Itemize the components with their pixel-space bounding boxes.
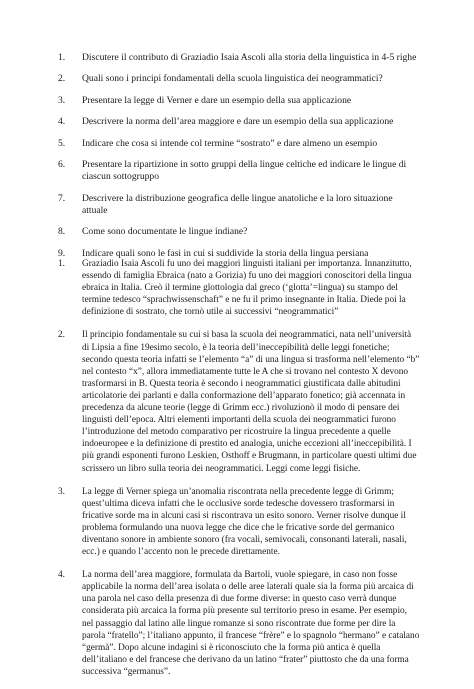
question-text: Come sono documentate le lingue indiane? (82, 226, 248, 238)
question-item (58, 159, 418, 183)
question-item (58, 52, 418, 64)
question-number: 7. (58, 192, 66, 204)
question-item (58, 193, 418, 217)
question-number: 3. (58, 94, 66, 106)
question-text: Presentare la ripartizione in sotto gruppi della lingue celtiche ed indicare le lingue di ciascun sottogruppo (82, 158, 407, 183)
question-number: 1. (58, 52, 66, 63)
answer-item (58, 486, 420, 559)
question-number: 6. (58, 158, 66, 170)
answer-text: La legge di Verner spiega un’anomalia riscontrata nella precedente legge di Grimm; quest’ultima diceva infatti che le occlusive sorde tedesche dovessero trasformarsi in fricative sorde ma in alcuni casi si riscontrava un esito sonoro. Verner risolve dunque il problema formulando una nuova legge che dice che le fricative sorde del germanico diventano sonore in ambiente sonoro (fra vocali, semivocali, consonanti laterali, nasali, ecc.) e quando l’accento non le precede direttamente. (82, 486, 407, 558)
question-number: 9. (58, 247, 66, 259)
question-text: Indicare quali sono le fasi in cui si suddivide la storia della lingua persiana (82, 247, 369, 259)
question-text: Quali sono i principi fondamentali della scuola linguistica dei neogrammatici? (82, 73, 383, 85)
answer-number: 4. (58, 570, 65, 581)
question-text: Descrivere la norma dell’area maggiore e dare un esempio della sua applicazione (82, 116, 394, 128)
answer-item (58, 329, 420, 474)
question-text: Presentare la legge di Verner e dare un esempio della sua applicazione (82, 94, 352, 106)
answers-list (58, 258, 420, 689)
question-number: 4. (58, 116, 66, 128)
question-number: 8. (58, 226, 66, 238)
answer-item (58, 258, 420, 318)
question-item (58, 116, 418, 128)
answer-number: 3. (58, 486, 65, 497)
question-item (58, 138, 418, 150)
question-number: 2. (58, 73, 66, 85)
question-text: Discutere il contributo di Graziadio Isaia Ascoli alla storia della linguistica in 4-5 righe (82, 52, 417, 63)
answer-item (58, 569, 420, 678)
question-item (58, 73, 418, 85)
answer-number: 2. (58, 330, 65, 341)
questions-list (58, 52, 418, 269)
question-number: 5. (58, 137, 66, 149)
answer-text: Graziadio Isaia Ascoli fu uno dei maggiori linguisti italiani per importanza. Innanzitutto, essendo di famiglia Ebraica (nato a Gorizia) fu uno dei maggiori conoscitori della lingua ebraica in Italia. Creò il termine glottologia dal greco (‘glotta’=lingua) su stampo del termine tedesco “sprachwissenschaft” e ne fu il primo insegnante in Italia. Diede poi la definizione di sostrato, che tornò utile ai successivi “neogrammatici” (82, 259, 412, 318)
question-text: Indicare che cosa si intende col termine “sostrato” e dare almeno un esempio (82, 137, 378, 149)
question-text: Descrivere la distribuzione geografica delle lingue anatoliche e la loro situazione attuale (82, 192, 393, 216)
question-item (58, 95, 418, 107)
answer-number: 1. (58, 259, 65, 269)
answer-text: La norma dell’area maggiore, formulata da Bartoli, vuole spiegare, in caso non fosse applicabile la norma dell’area isolata o delle aree laterali quale sia la forma più arcaica di una parola nel caso della presenza di due forme diverse: in questo caso verrà dunque considerata più arcaica la forma più presente sul territorio preso in esame. Per esempio, nel passaggio dal latino alle lingue romanze si sono riscontrate due forme per dire la parola “fratello”; l’italiano appunto, il francese “frère” e lo spagnolo “hermano” e catalano “germà”. Dopo alcune indagini si è riconosciuto che la forma più antica è quella dell’italiano e del francese che derivano da un latino “frater” piuttosto che da una forma successiva “germanus”. (82, 570, 420, 677)
question-item (58, 226, 418, 238)
answer-text: Il principio fondamentale su cui si basa la scuola dei neogrammatici, nata nell’università di Lipsia a fine 19esimo secolo, è la teoria dell’ineccepibilità delle leggi fonetiche; secondo questa teoria infatti se l’elemento “a” di una lingua si trasforma nell’elemento “b” nel contesto “x”, allora immediatamente tutte le A che si trovano nel contesto X devono trasformarsi in B. Questa teoria è secondo i neogrammatici giustificata dalle abitudini articolatorie dei parlanti e dalla conformazione dell’apparato fonetico; già accennata in precedenza da alcune teorie (legge di Grimm ecc.) rivoluzionò il modo di pensare dei linguisti dell’epoca. Altri elementi importanti della scuola dei neogrammatici furono l’introduzione del metodo comparativo per ricostruire la lingua precedente a quelle indoeuropee e la definizione di prestito ed analogia, uniche eccezioni all’ineccepibilità. I più grandi esponenti furono Leskien, Osthoff e Brugmann, in particolare questi ultimi due scrissero un libro sulla teoria dei neogrammatici. Leggi come leggi fisiche. (82, 330, 420, 474)
